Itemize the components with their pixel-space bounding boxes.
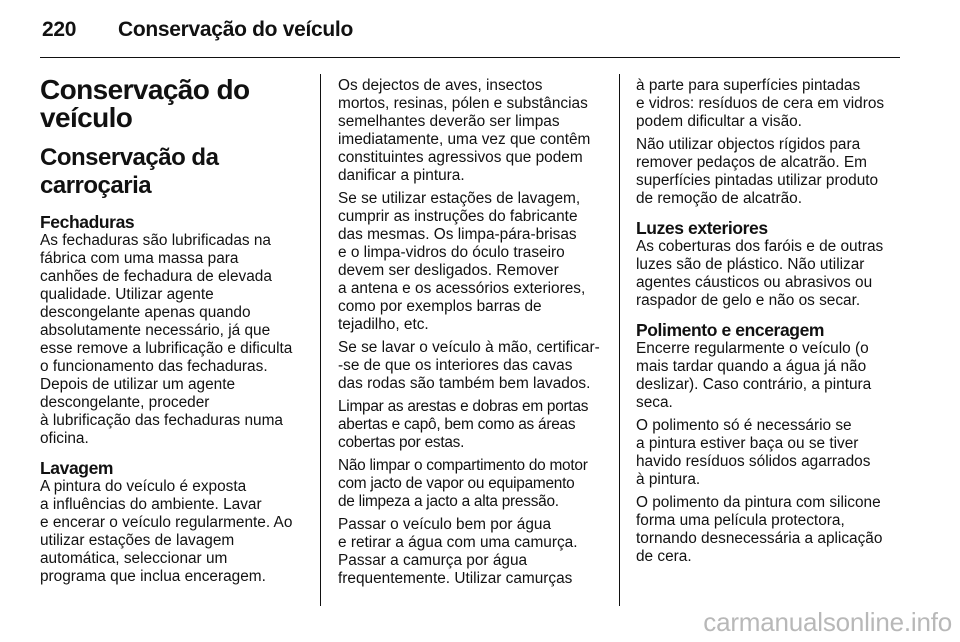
text-line: canhões de fechadura de elevada — [40, 268, 272, 285]
text-line: à pintura. — [636, 471, 701, 488]
text-line: a pintura estiver baça ou se tiver — [636, 435, 859, 452]
paragraph — [636, 340, 900, 412]
text-line: automática, seleccionar um — [40, 550, 228, 567]
text-line: absolutamente necessário, já que — [40, 322, 271, 339]
watermark: carmanualsonline.info — [703, 607, 952, 637]
text-line: Se se lavar o veículo à mão, certificar- — [338, 339, 600, 356]
text-line: deslizar). Caso contrário, a pintura — [636, 376, 872, 393]
text-line: à parte para superfícies pintadas — [636, 77, 861, 94]
text-line: de remoção de alcatrão. — [636, 190, 802, 207]
text-line: mais tardar quando a água já não — [636, 358, 867, 375]
paragraph — [338, 516, 602, 588]
page-title: Conservação do veículo — [118, 18, 353, 41]
text-line: e o limpa-vidros do óculo traseiro — [338, 244, 565, 261]
subheading-washing: Lavagem — [40, 458, 114, 478]
text-line: das mesmas. Os limpa-pára-brisas — [338, 226, 577, 243]
paragraph — [338, 398, 602, 452]
text-line: programa que inclua enceragem. — [40, 568, 266, 585]
text-line: havido resíduos sólidos agarrados — [636, 453, 871, 470]
paragraph-locks — [40, 232, 304, 448]
text-line: mortos, resinas, pólen e substâncias — [338, 95, 588, 112]
text-line: A pintura do veículo é exposta — [40, 478, 247, 495]
subheading-polishing: Polimento e enceragem — [636, 320, 825, 340]
text-line: fábrica com uma massa para — [40, 250, 239, 267]
section-title: Conservação da carroçaria — [40, 144, 219, 199]
paragraph — [338, 77, 602, 185]
column-divider — [320, 74, 321, 606]
text-line: o funcionamento das fechaduras. — [40, 358, 268, 375]
paragraph — [636, 136, 900, 208]
text-line: e vidros: resíduos de cera em vidros — [636, 95, 885, 112]
text-line: podem dificultar a visão. — [636, 113, 802, 130]
text-line: semelhantes deverão ser limpas — [338, 113, 560, 130]
text-line: forma uma película protectora, — [636, 512, 845, 529]
text-line: Se se utilizar estações de lavagem, — [338, 190, 581, 207]
paragraph — [636, 417, 900, 489]
text-line: Limpar as arestas e dobras em portas — [338, 398, 589, 415]
text-line: As fechaduras são lubrificadas na — [40, 232, 271, 249]
column-2 — [338, 77, 602, 593]
paragraph — [338, 457, 602, 511]
text-line: seca. — [636, 394, 673, 411]
chapter-title: Conservação do veículo — [40, 74, 250, 133]
text-line: frequentemente. Utilizar camurças — [338, 570, 573, 587]
text-line: das rodas são também bem lavados. — [338, 375, 591, 392]
text-line: descongelante apenas quando — [40, 304, 251, 321]
text-line: e encerar o veículo regularmente. Ao — [40, 514, 293, 531]
text-line: O polimento da pintura com silicone — [636, 494, 881, 511]
subheading-locks: Fechaduras — [40, 212, 135, 232]
text-line: esse remove a lubrificação e dificulta — [40, 340, 293, 357]
text-line: tornando desnecessária a aplicação — [636, 530, 883, 547]
text-line: de limpeza a jacto a alta pressão. — [338, 493, 559, 510]
text-line: a antena e os acessórios exteriores, — [338, 280, 586, 297]
text-line: utilizar estações de lavagem — [40, 532, 235, 549]
text-line: O polimento só é necessário se — [636, 417, 852, 434]
text-line: com jacto de vapor ou equipamento — [338, 475, 575, 492]
text-line: à lubrificação das fechaduras numa — [40, 412, 283, 429]
page-header — [40, 18, 900, 58]
column-1 — [40, 72, 304, 591]
text-line: oficina. — [40, 430, 89, 447]
text-line: danificar a pintura. — [338, 167, 465, 184]
text-line: Não limpar o compartimento do motor — [338, 457, 588, 474]
text-line: raspador de gelo e não os secar. — [636, 292, 861, 309]
text-line: qualidade. Utilizar agente — [40, 286, 214, 303]
paragraph-exterior-lights — [636, 238, 900, 310]
column-divider — [619, 74, 620, 606]
text-line: devem ser desligados. Remover — [338, 262, 559, 279]
text-line: de cera. — [636, 548, 692, 565]
text-line: -se de que os interiores das cavas — [338, 357, 573, 374]
text-line: Os dejectos de aves, insectos — [338, 77, 543, 94]
text-line: a influências do ambiente. Lavar — [40, 496, 262, 513]
text-line: Depois de utilizar um agente — [40, 376, 236, 393]
text-line: descongelante, proceder — [40, 394, 210, 411]
header-rule — [40, 57, 900, 58]
text-line: luzes são de plástico. Não utilizar — [636, 256, 865, 273]
text-line: remover pedaços de alcatrão. Em — [636, 154, 867, 171]
text-line: constituintes agressivos que podem — [338, 149, 583, 166]
text-line: Não utilizar objectos rígidos para — [636, 136, 861, 153]
paragraph — [636, 77, 900, 131]
text-line: como por exemplos barras de — [338, 298, 542, 315]
text-line: cobertas por estas. — [338, 434, 465, 451]
paragraph — [338, 190, 602, 334]
page-number: 220 — [42, 18, 77, 41]
text-line: Encerre regularmente o veículo (o — [636, 340, 869, 357]
subheading-exterior-lights: Luzes exteriores — [636, 218, 768, 238]
text-line: superfícies pintadas utilizar produto — [636, 172, 879, 189]
text-line: e retirar a água com uma camurça. — [338, 534, 578, 551]
text-line: As coberturas dos faróis e de outras — [636, 238, 884, 255]
text-line: abertas e capô, bem como as áreas — [338, 416, 576, 433]
text-line: Passar a camurça por água — [338, 552, 528, 569]
paragraph — [338, 339, 602, 393]
column-3 — [636, 77, 900, 571]
text-line: Passar o veículo bem por água — [338, 516, 552, 533]
text-line: agentes cáusticos ou abrasivos ou — [636, 274, 873, 291]
text-line: cumprir as instruções do fabricante — [338, 208, 578, 225]
paragraph — [636, 494, 900, 566]
text-line: tejadilho, etc. — [338, 316, 429, 333]
text-line: imediatamente, uma vez que contêm — [338, 131, 591, 148]
paragraph-washing — [40, 478, 304, 586]
